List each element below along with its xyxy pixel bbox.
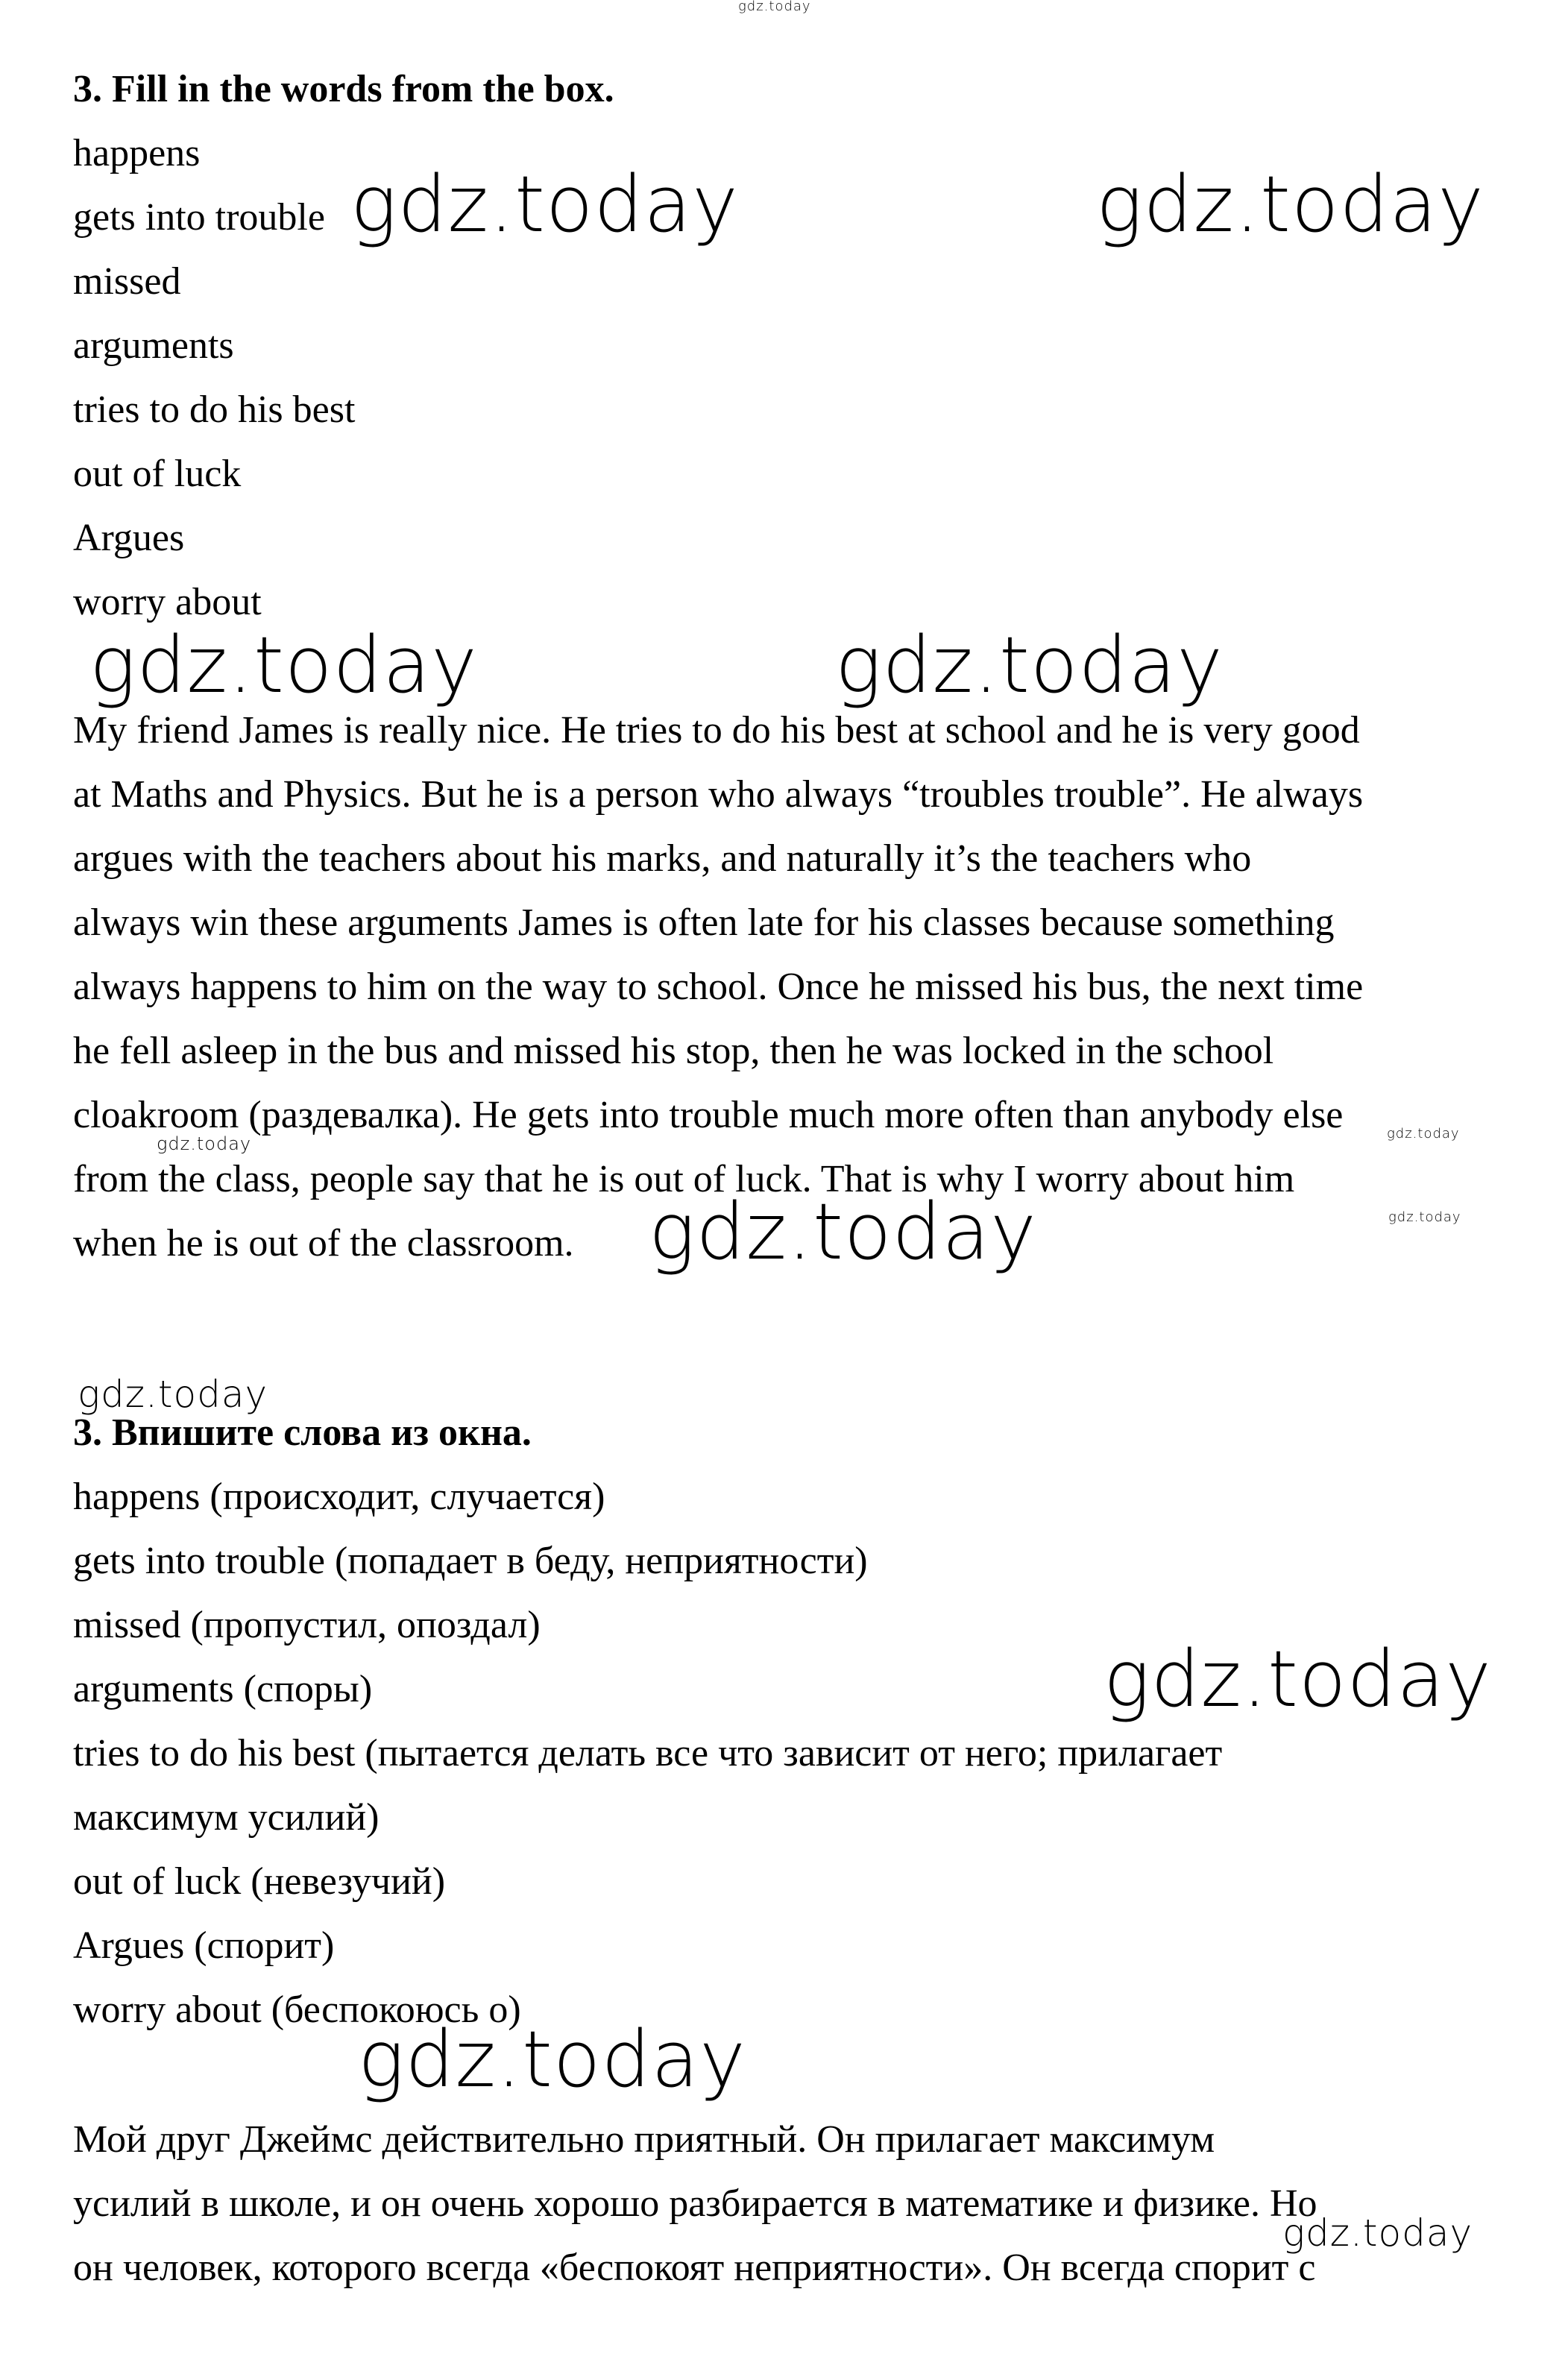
english-paragraph-line: argues with the teachers about his marks, and naturally it’s the teachers who bbox=[73, 837, 1252, 880]
russian-paragraph-line: усилий в школе, и он очень хорошо разбирается в математике и физике. Но bbox=[73, 2182, 1317, 2225]
word-box-item: arguments bbox=[73, 324, 234, 367]
english-paragraph-line: at Maths and Physics. But he is a person who always “troubles trouble”. He always bbox=[73, 773, 1364, 816]
russian-paragraph-line: он человек, которого всегда «беспокоят неприятности». Он всегда спорит с bbox=[73, 2246, 1316, 2289]
word-box-item: happens bbox=[73, 132, 201, 174]
english-paragraph-line: cloakroom (раздевалка). He gets into trouble much more often than anybody else bbox=[73, 1094, 1344, 1136]
translation-item: Argues (спорит) bbox=[73, 1924, 335, 1967]
translation-item: missed (пропустил, опоздал) bbox=[73, 1604, 541, 1646]
english-paragraph-line: always happens to him on the way to school. Once he missed his bus, the next time bbox=[73, 966, 1364, 1008]
translation-item: out of luck (невезучий) bbox=[73, 1860, 446, 1903]
word-box-item: out of luck bbox=[73, 453, 242, 495]
watermark: gdz.today bbox=[78, 1373, 268, 1416]
watermark: gdz.today bbox=[835, 620, 1224, 711]
russian-paragraph-line: Мой друг Джеймс действительно приятный. Он прилагает максимум bbox=[73, 2118, 1215, 2161]
watermark: gdz.today bbox=[89, 620, 478, 711]
watermark: gdz.today bbox=[350, 159, 739, 250]
translation-item: happens (происходит, случается) bbox=[73, 1476, 605, 1518]
translation-item: максимум усилий) bbox=[73, 1796, 380, 1839]
watermark: gdz.today bbox=[157, 1133, 252, 1154]
translation-item: worry about (беспокоюсь о) bbox=[73, 1989, 521, 2031]
english-paragraph-line: from the class, people say that he is out of luck. That is why I worry about him bbox=[73, 1158, 1295, 1200]
english-paragraph-line: he fell asleep in the bus and missed his stop, then he was locked in the school bbox=[73, 1030, 1274, 1072]
watermark: gdz.today bbox=[649, 1186, 1037, 1277]
english-heading: 3. Fill in the words from the box. bbox=[73, 68, 614, 110]
watermark: gdz.today bbox=[738, 0, 811, 14]
english-paragraph-line: My friend James is really nice. He tries to do his best at school and he is very good bbox=[73, 709, 1360, 752]
word-box-item: worry about bbox=[73, 581, 262, 623]
russian-heading: 3. Впишите слова из окна. bbox=[73, 1411, 532, 1454]
watermark: gdz.today bbox=[1388, 1209, 1461, 1225]
watermark: gdz.today bbox=[358, 2014, 746, 2105]
watermark: gdz.today bbox=[1387, 1126, 1460, 1142]
word-box-item: Argues bbox=[73, 517, 185, 559]
translation-item: gets into trouble (попадает в беду, неприятности) bbox=[73, 1540, 868, 1582]
word-box-item: tries to do his best bbox=[73, 388, 356, 431]
watermark: gdz.today bbox=[1103, 1634, 1492, 1725]
translation-item: arguments (споры) bbox=[73, 1668, 373, 1710]
watermark: gdz.today bbox=[1096, 159, 1484, 250]
english-paragraph-line: when he is out of the classroom. bbox=[73, 1222, 574, 1265]
english-paragraph-line: always win these arguments James is often late for his classes because something bbox=[73, 901, 1335, 944]
word-box-item: gets into trouble bbox=[73, 196, 325, 239]
translation-item: tries to do his best (пытается делать все что зависит от него; прилагает bbox=[73, 1732, 1223, 1775]
watermark: gdz.today bbox=[1282, 2211, 1473, 2255]
word-box-item: missed bbox=[73, 260, 181, 303]
